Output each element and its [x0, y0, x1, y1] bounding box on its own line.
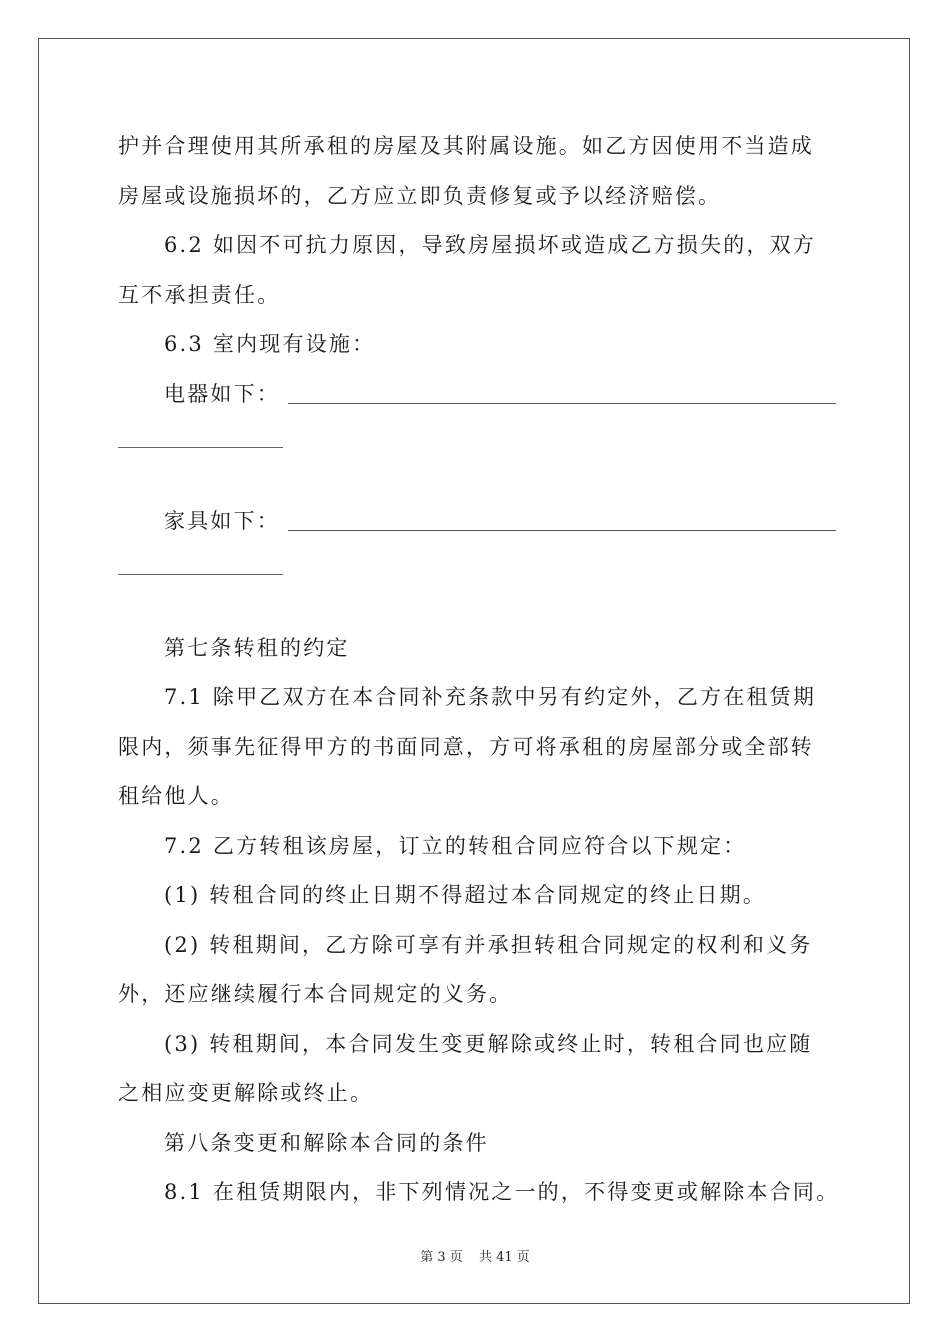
page-footer: [0, 1246, 950, 1265]
paragraph-line: 互不承担责任。: [118, 282, 281, 307]
paragraph-line: 之相应变更解除或终止。: [118, 1081, 374, 1105]
item-3: (3) 转租期间，本合同发生变更解除或终止时，转租合同也应随: [164, 1031, 813, 1056]
blank-underline: [288, 530, 836, 531]
clause-7-1: 7.1 除甲乙双方在本合同补充条款中另有约定外，乙方在租赁期: [164, 685, 817, 709]
item-2: (2) 转租期间，乙方除可享有并承担转租合同规定的权利和义务: [164, 932, 813, 957]
clause-8-1: 8.1 在租赁期限内，非下列情况之一的，不得变更或解除本合同。: [164, 1180, 840, 1204]
blank-underline: [118, 447, 283, 448]
appliances-fill-line: [118, 370, 836, 420]
furniture-fill-line: [118, 497, 836, 547]
paragraph-line: 租给他人。: [118, 784, 234, 808]
furniture-label: 家具如下：: [164, 508, 280, 533]
document-body: [118, 122, 840, 1218]
item-1: (1) 转租合同的终止日期不得超过本合同规定的终止日期。: [164, 883, 767, 907]
page-number: 第 3 页: [420, 1250, 463, 1265]
paragraph-line: 房屋或设施损坏的，乙方应立即负责修复或予以经济赔偿。: [118, 183, 722, 208]
paragraph-line: 护并合理使用其所承租的房屋及其附属设施。如乙方因使用不当造成: [118, 134, 814, 158]
blank-underline: [118, 574, 283, 575]
appliances-label: 电器如下：: [164, 381, 280, 406]
clause-7-2: 7.2 乙方转租该房屋，订立的转租合同应符合以下规定：: [164, 833, 747, 858]
clause-6-2: 6.2 如因不可抗力原因，导致房屋损坏或造成乙方损失的，双方: [164, 233, 817, 257]
page-total: 共 41 页: [478, 1250, 530, 1265]
blank-underline: [288, 403, 836, 404]
paragraph-line: 限内，须事先征得甲方的书面同意，方可将承租的房屋部分或全部转: [118, 734, 814, 759]
article-8-heading: 第八条变更和解除本合同的条件: [164, 1130, 489, 1155]
clause-6-3: 6.3 室内现有设施：: [164, 332, 376, 356]
article-7-heading: 第七条转租的约定: [164, 635, 350, 660]
paragraph-line: 外，还应继续履行本合同规定的义务。: [118, 982, 513, 1006]
